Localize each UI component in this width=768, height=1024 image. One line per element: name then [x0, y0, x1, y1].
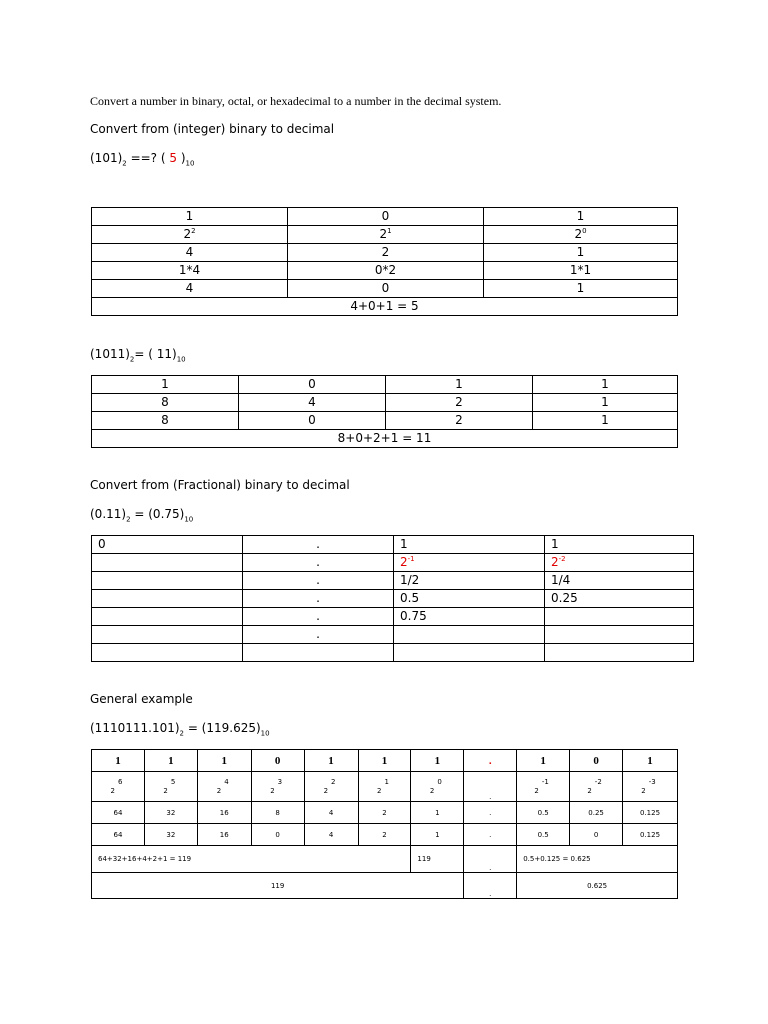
point-cell: .	[243, 572, 394, 590]
eq-base-out: 10	[176, 355, 186, 364]
fraction-cell: 1/2	[394, 572, 545, 590]
table-row	[92, 554, 694, 572]
digit-cell: 1	[411, 750, 464, 772]
result-cell: 1	[411, 824, 464, 846]
value-cell: 2	[386, 394, 533, 412]
digit-cell: 1	[197, 750, 251, 772]
fraction-cell: 1/4	[545, 572, 694, 590]
power-cell: 2-2	[570, 772, 623, 802]
digit-cell: 1	[92, 208, 288, 226]
digit-cell: 1	[304, 750, 358, 772]
general-example-table	[91, 749, 678, 899]
eq-left: (101)	[90, 151, 123, 165]
empty-cell	[92, 608, 243, 626]
digit-cell: 1	[92, 750, 145, 772]
digit-cell: 1	[144, 750, 197, 772]
decimal-cell: 0.25	[545, 590, 694, 608]
point-cell: .	[464, 772, 517, 802]
table-row	[92, 376, 678, 394]
section4-equation	[90, 721, 270, 738]
table-row	[92, 644, 694, 662]
table-row	[92, 802, 678, 824]
power-cell: 2-1	[517, 772, 570, 802]
int-sum-expr-cell: 64+32+16+4+2+1 = 119	[92, 846, 411, 873]
point-cell: .	[464, 873, 517, 899]
eq-mid: ==? (	[126, 151, 170, 165]
power-cell: $2^0$	[484, 226, 678, 244]
table-row	[92, 244, 678, 262]
result-cell: 1	[484, 280, 678, 298]
int-total-cell: 119	[92, 873, 464, 899]
table-row	[92, 430, 678, 448]
product-cell: 0*2	[288, 262, 484, 280]
digit-cell: 0	[251, 750, 304, 772]
section3-equation	[90, 507, 194, 524]
empty-cell	[545, 626, 694, 644]
empty-cell	[92, 572, 243, 590]
result-cell: 0	[570, 824, 623, 846]
fractional-binary-table	[91, 535, 694, 662]
eq-base-out: 10	[260, 729, 270, 738]
digit-cell: 0	[239, 376, 386, 394]
point-cell: .	[464, 802, 517, 824]
result-cell: 4	[304, 824, 358, 846]
sum-cell: 0.75	[394, 608, 545, 626]
eq-left: (0.11)	[90, 507, 127, 521]
power-cell: 2-3	[623, 772, 678, 802]
result-cell: 1	[533, 412, 678, 430]
table-row	[92, 824, 678, 846]
value-cell: 16	[197, 802, 251, 824]
result-cell: 8	[92, 412, 239, 430]
value-cell: 0.5	[517, 802, 570, 824]
power-cell: 21	[358, 772, 411, 802]
power-cell: 20	[411, 772, 464, 802]
digit-cell: 1	[545, 536, 694, 554]
frac-sum-expr-cell: 0.5+0.125 = 0.625	[517, 846, 678, 873]
decimal-cell: 0.5	[394, 590, 545, 608]
result-cell: 0	[288, 280, 484, 298]
point-cell: .	[243, 590, 394, 608]
point-cell: .	[464, 824, 517, 846]
value-cell: 8	[251, 802, 304, 824]
product-cell: 1*1	[484, 262, 678, 280]
table-row	[92, 298, 678, 316]
value-cell: 2	[288, 244, 484, 262]
result-cell: 16	[197, 824, 251, 846]
point-cell: .	[243, 554, 394, 572]
table-row	[92, 226, 678, 244]
frac-total-cell: 0.625	[517, 873, 678, 899]
int-digit-cell: 0	[92, 536, 243, 554]
eq-base-in: 2	[126, 515, 131, 524]
result-cell: 0	[251, 824, 304, 846]
point-cell: .	[243, 536, 394, 554]
eq-answer: 5	[169, 151, 177, 165]
table-row	[92, 590, 694, 608]
table-row	[92, 772, 678, 802]
digit-cell: 1	[358, 750, 411, 772]
eq-base-out: 10	[184, 515, 194, 524]
eq-base-out: 10	[185, 159, 195, 168]
result-cell: 0	[239, 412, 386, 430]
sum-cell: 8+0+2+1 = 11	[92, 430, 678, 448]
intro-text: Convert a number in binary, octal, or hexadecimal to a number in the decimal system.	[90, 94, 502, 108]
table-row	[92, 626, 694, 644]
digit-cell: 1	[394, 536, 545, 554]
table-row	[92, 262, 678, 280]
digit-cell: 0	[288, 208, 484, 226]
table-row	[92, 572, 694, 590]
sum-cell: 4+0+1 = 5	[92, 298, 678, 316]
empty-cell	[394, 644, 545, 662]
eq-base-in: 2	[129, 355, 135, 364]
power-cell: $2^1$	[288, 226, 484, 244]
int-sum-cell: 119	[411, 846, 464, 873]
digit-cell: 1	[517, 750, 570, 772]
product-cell: 1*4	[92, 262, 288, 280]
power-cell: 22	[304, 772, 358, 802]
empty-cell	[545, 644, 694, 662]
section4-heading: General example	[90, 692, 193, 706]
digit-cell: 1	[484, 208, 678, 226]
empty-cell	[243, 644, 394, 662]
table-row	[92, 208, 678, 226]
digit-cell: 1	[533, 376, 678, 394]
value-cell: 4	[304, 802, 358, 824]
eq-left: (1011)	[90, 347, 130, 361]
empty-cell	[545, 608, 694, 626]
section3-heading: Convert from (Fractional) binary to decimal	[90, 478, 350, 492]
result-cell: 4	[92, 280, 288, 298]
power-cell: 26	[92, 772, 145, 802]
section2-equation	[90, 347, 186, 364]
value-cell: 4	[92, 244, 288, 262]
eq-mid: = (119.625)	[184, 721, 261, 735]
value-cell: 0.125	[623, 802, 678, 824]
result-cell: 2	[386, 412, 533, 430]
eq-base-in: 2	[122, 159, 127, 168]
binary-101-table	[91, 207, 678, 316]
power-cell: 23	[251, 772, 304, 802]
table-row	[92, 394, 678, 412]
value-cell: 4	[239, 394, 386, 412]
point-cell: .	[464, 846, 517, 873]
empty-cell	[92, 590, 243, 608]
value-cell: 1	[533, 394, 678, 412]
table-row	[92, 280, 678, 298]
empty-cell	[92, 626, 243, 644]
table-row	[92, 608, 694, 626]
digit-cell: 1	[92, 376, 239, 394]
value-cell: 2	[358, 802, 411, 824]
power-cell: $2^{-1}$	[394, 554, 545, 572]
result-cell: 0.5	[517, 824, 570, 846]
value-cell: 8	[92, 394, 239, 412]
digit-cell: 1	[386, 376, 533, 394]
value-cell: 1	[411, 802, 464, 824]
digit-cell: 0	[570, 750, 623, 772]
table-row	[92, 873, 678, 899]
result-cell: 0.125	[623, 824, 678, 846]
power-cell: 24	[197, 772, 251, 802]
result-cell: 64	[92, 824, 145, 846]
section1-heading: Convert from (integer) binary to decimal	[90, 122, 335, 136]
binary-1011-table	[91, 375, 678, 448]
empty-cell	[92, 554, 243, 572]
power-cell: $2^{-2}$	[545, 554, 694, 572]
power-cell: 25	[144, 772, 197, 802]
digit-cell: 1	[623, 750, 678, 772]
value-cell: 1	[484, 244, 678, 262]
value-cell: 32	[144, 802, 197, 824]
table-row	[92, 846, 678, 873]
eq-left: (1110111.101)	[90, 721, 180, 735]
value-cell: 64	[92, 802, 145, 824]
value-cell: 0.25	[570, 802, 623, 824]
point-cell: .	[243, 626, 394, 644]
table-row	[92, 536, 694, 554]
eq-close: )	[177, 151, 186, 165]
eq-mid: = ( 11)	[134, 347, 177, 361]
eq-base-in: 2	[179, 729, 184, 738]
table-row	[92, 412, 678, 430]
power-cell: $2^2$	[92, 226, 288, 244]
table-row	[92, 750, 678, 772]
point-cell: .	[464, 750, 517, 772]
eq-mid: = (0.75)	[130, 507, 185, 521]
point-cell: .	[243, 608, 394, 626]
result-cell: 2	[358, 824, 411, 846]
empty-cell	[394, 626, 545, 644]
empty-cell	[92, 644, 243, 662]
section1-equation	[90, 151, 195, 168]
result-cell: 32	[144, 824, 197, 846]
